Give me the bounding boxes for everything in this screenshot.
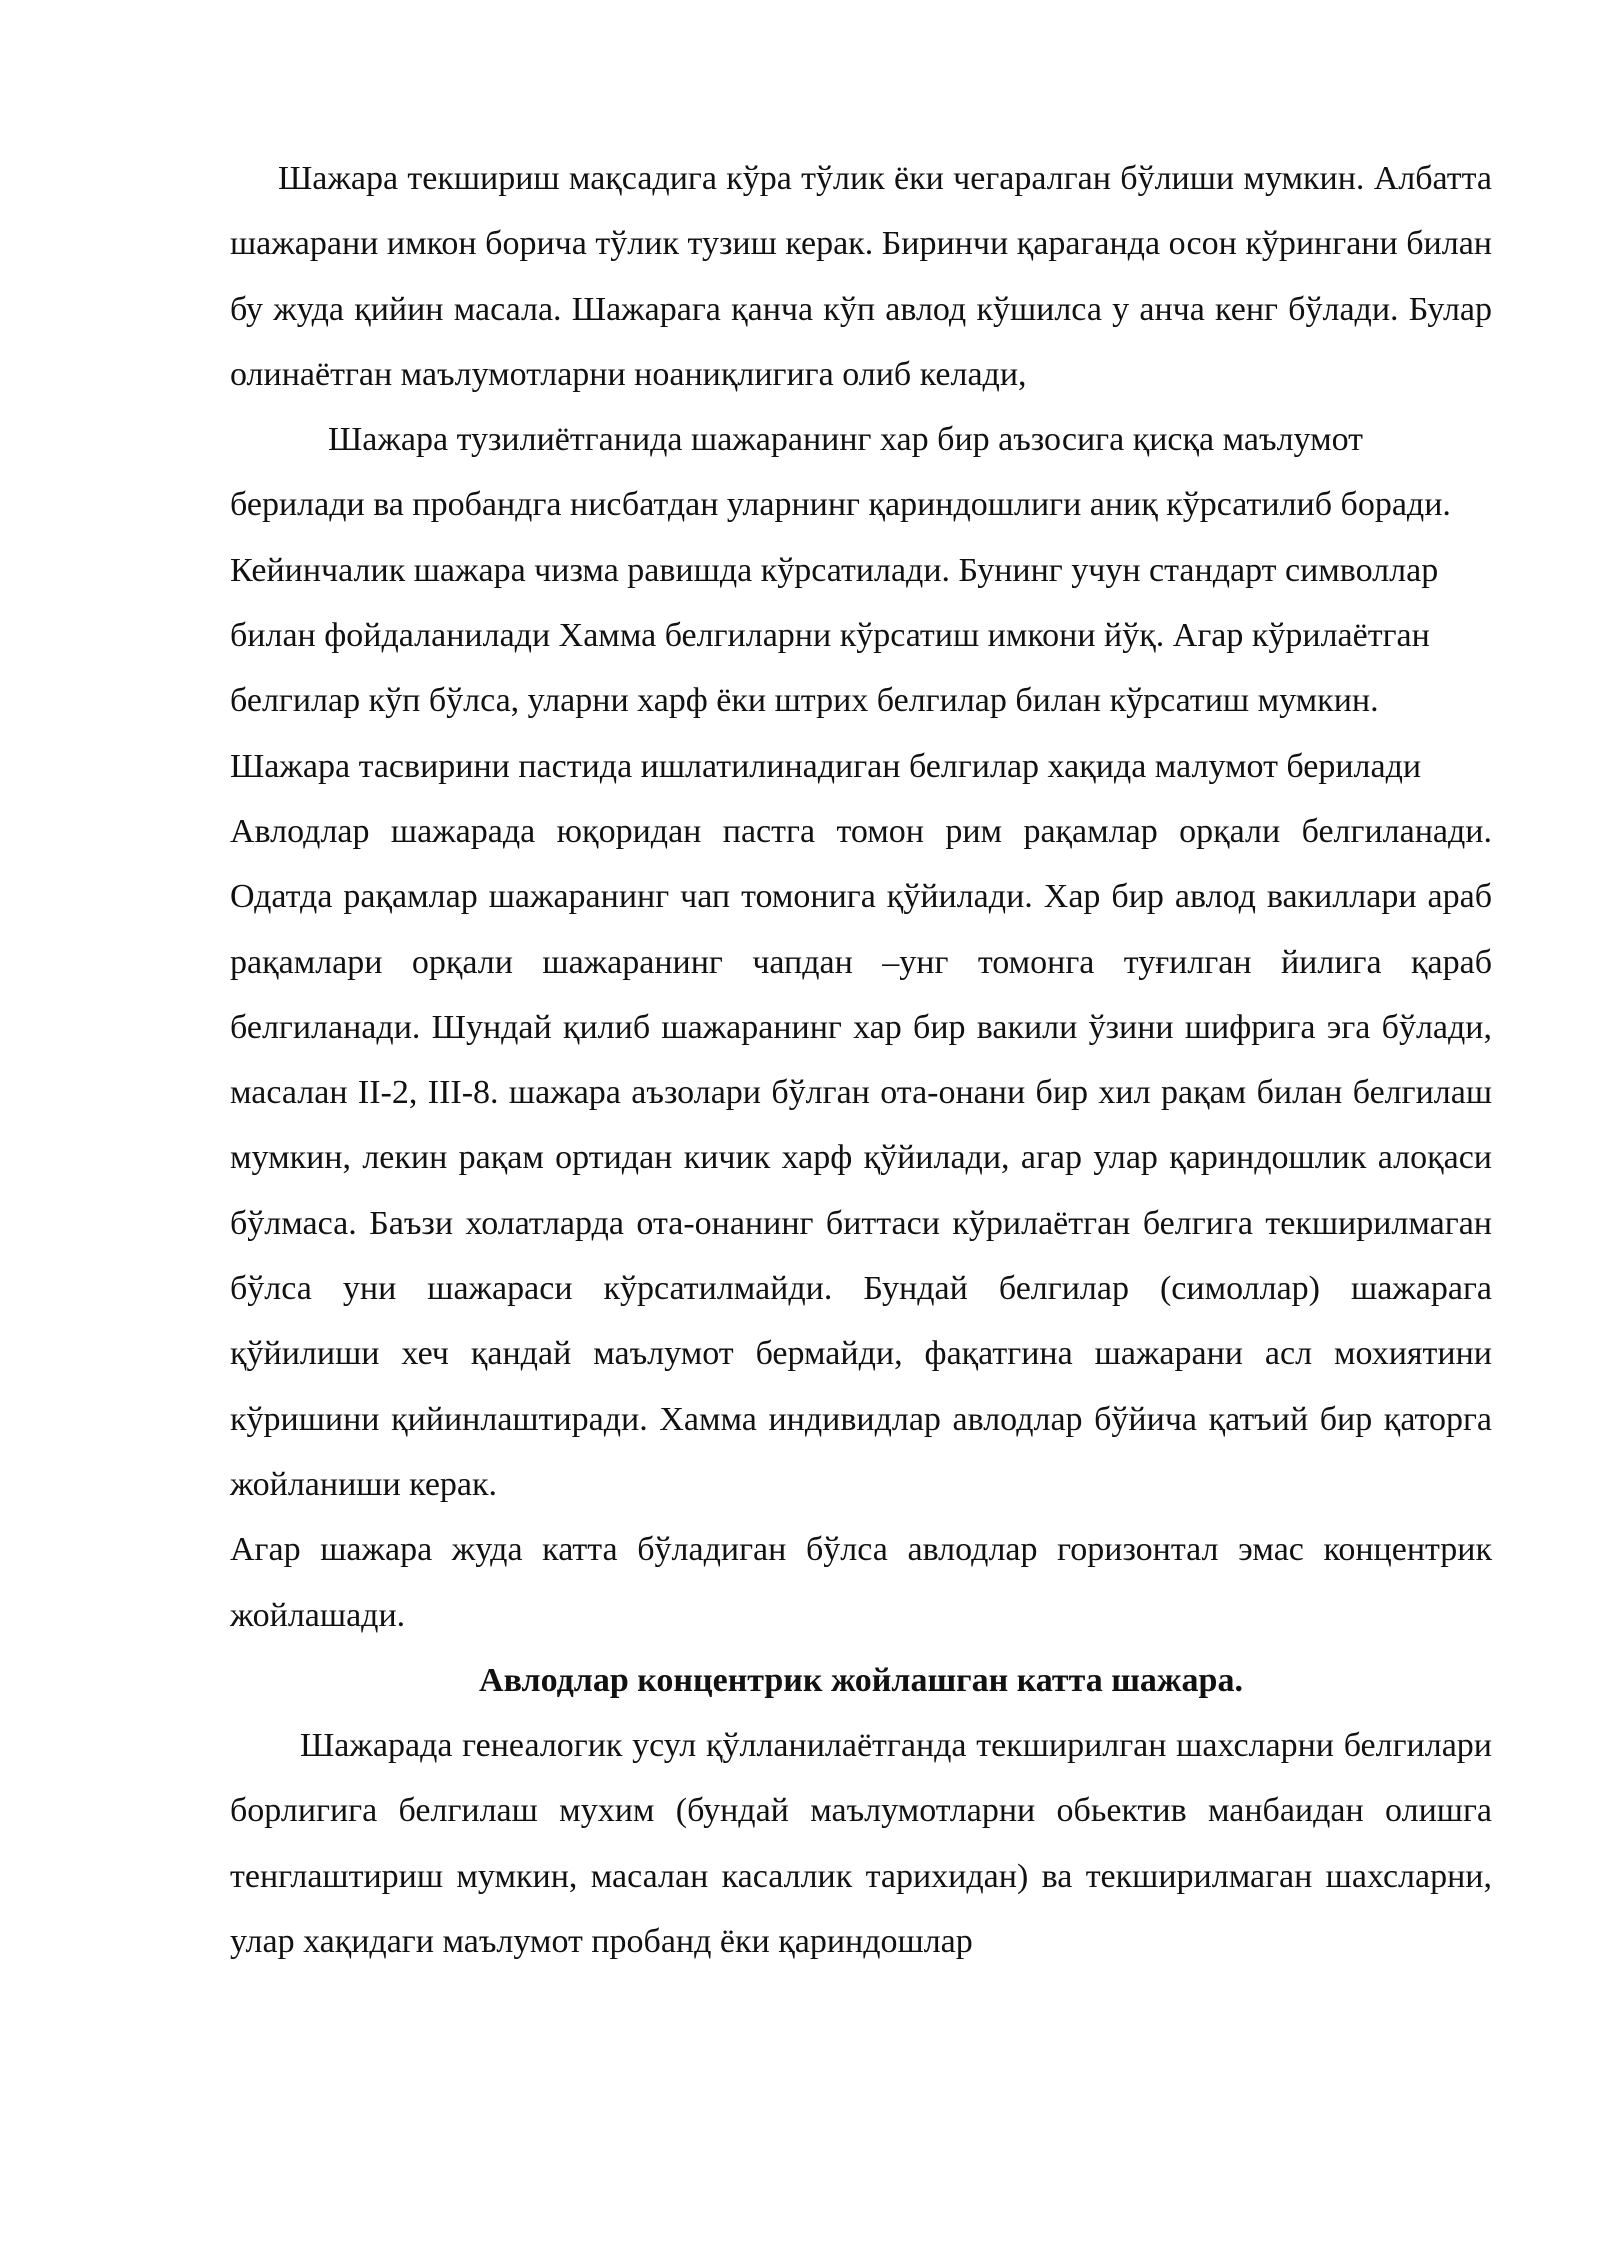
paragraph-1: Шажара текшириш мақсадига кўра тўлик ёки чегаралган бўлиши мумкин. Албатта шажарани имкон борича тўлик тузиш керак. Биринчи қараганда осон кўрингани билан бу жуда қийин масала. Шажарага қанча кўп авлод кўшилса у анча кенг бўлади. Булар олинаётган маълумотларни ноаниқлигига олиб келади,	[230, 160, 1492, 393]
section-heading: Авлодлар концентрик жойлашган катта шажара.	[479, 1661, 1243, 1699]
paragraph-3: Авлодлар шажарада юқоридан пастга томон рим рақамлар орқали белгиланади. Одатда рақамлар шажаранинг чап томонига қўйилади. Хар бир авлод вакиллари араб рақамлари орқали шажаранинг чапдан –унг томонга туғилган йилига қараб белгиланади. Шундай қилиб шажаранинг хар бир вакили ўзини шифрига эга бўлади, масалан II-2, III-8. шажара аъзолари бўлган ота-онани бир хил рақам билан белгилаш мумкин, лекин рақам ортидан кичик харф қўйилади, агар улар қариндошлик алоқаси бўлмаса. Баъзи холатларда ота-онанинг биттаси кўрилаётган белгига текширилмаган бўлса уни шажараси кўрсатилмайди. Бундай белгилар (симоллар) шажарага қўйилиши хеч қандай маълумот бермайди, фақатгина шажарани асл мохиятини кўришини қийинлаштиради. Хамма индивидлар авлодлар бўйича қатъий бир қаторга жойланиши керак.	[230, 812, 1492, 1503]
paragraph-2: Шажара тузилиётганида шажаранинг хар бир аъзосига қисқа маълумот берилади ва пробандга нисбатдан уларнинг қариндошлиги аниқ кўрсатилиб боради. Кейинчалик шажара чизма равишда кўрсатилади. Бунинг учун стандарт символлар билан фойдаланилади Хамма белгиларни кўрсатиш имкони йўқ. Агар кўрилаётган белгилар кўп бўлса, уларни харф ёки штрих белгилар билан кўрсатиш мумкин. Шажара тасвирини пастида ишлатилинадиган белгилар хақида малумот берилади	[230, 421, 1451, 785]
paragraph-4: Агар шажара жуда катта бўладиган бўлса авлодлар горизонтал эмас концентрик жойлашади.	[230, 1531, 1492, 1634]
paragraph-5: Шажарада генеалогик усул қўлланилаётганда текширилган шахсларни белгилари борлигига белгилаш мухим (бундай маълумотларни обьектив манбаидан олишга тенглаштириш мумкин, масалан касаллик тарихидан) ва текширилмаган шахсларни, улар хақидаги маълумот пробанд ёки қариндошлар	[230, 1727, 1492, 1961]
document-page	[230, 146, 1492, 1974]
